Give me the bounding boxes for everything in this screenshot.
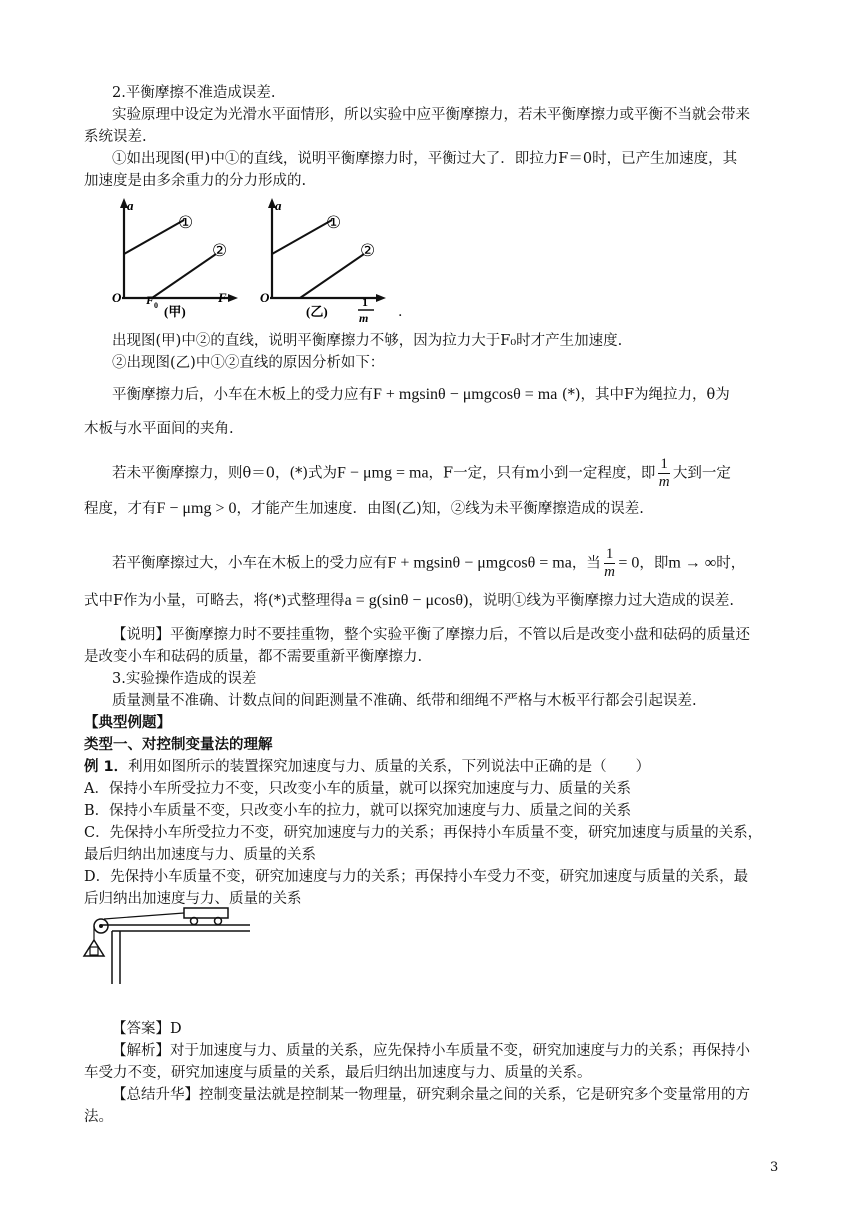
fraction <box>658 456 670 491</box>
text: ，当 <box>571 555 601 572</box>
axis-label-a: a <box>127 198 134 213</box>
note: 【说明】平衡摩擦力时不要挂重物，整个实验平衡了摩擦力后，不管以后是改变小盘和砝码的质量还 <box>112 627 750 643</box>
analysis: 【解析】对于加速度与力、质量的关系，应先保持小车质量不变，研究加速度与力的关系；再保持小 <box>112 1043 750 1059</box>
equation: F + mgsinθ − μmgcosθ = ma <box>387 554 572 572</box>
line-1-label: ① <box>178 213 194 232</box>
analysis-continued: 车受力不变，研究加速度与质量的关系，最后归纳出加速度与力、质量的关系。 <box>84 1065 592 1081</box>
line-2-label: ② <box>360 241 376 260</box>
text: ，才能产生加速度．由图(乙)知，②线为未平衡摩擦造成的误差. <box>236 501 644 517</box>
fraction-numerator: 1 <box>605 546 614 562</box>
text: 平衡摩擦力后，小车在木板上的受力应有 <box>112 387 373 403</box>
line-1-label: ① <box>326 213 342 232</box>
summary-continued: 法。 <box>84 1109 113 1125</box>
figure-caption: (甲) <box>164 304 186 319</box>
f0-label: F <box>146 293 155 307</box>
text: ，说明①线为平衡摩擦力过大造成的误差. <box>468 593 734 609</box>
equation: F − μmg = ma <box>337 464 429 482</box>
option-c: C．先保持小车所受拉力不变，研究加速度与力的关系；再保持小车质量不变，研究加速度与质量的关系， <box>84 825 763 841</box>
apparatus-diagram <box>80 906 260 986</box>
origin-label: O <box>112 290 122 305</box>
summary: 【总结升华】控制变量法就是控制某一物理量，研究剩余量之间的关系，它是研究多个变量常用的方 <box>112 1087 750 1103</box>
axis-fraction-numerator: 1 <box>362 295 368 309</box>
section-title: 【典型例题】 <box>84 715 171 731</box>
origin-label: O <box>260 290 270 305</box>
fraction-denominator: m <box>658 474 670 490</box>
equation: F + mgsinθ − μmgcosθ = ma <box>373 386 558 403</box>
text: 大到一定 <box>672 465 731 482</box>
option-c-continued: 最后归纳出加速度与力、质量的关系 <box>84 847 316 863</box>
text: 时， <box>716 555 746 572</box>
fraction-denominator: m <box>604 564 615 580</box>
text: 若未平衡摩擦力，则θ＝0，(*)式为 <box>112 465 338 482</box>
section-heading: 2.平衡摩擦不准造成误差. <box>112 85 276 101</box>
note: 是改变小车和砝码的质量，都不需要重新平衡摩擦力. <box>84 649 423 665</box>
graph-jia <box>108 196 248 324</box>
paragraph <box>84 498 784 520</box>
text: 式中F作为小量，可略去，将(*)式整理得 <box>84 593 345 609</box>
text: 程度，才有 <box>84 501 157 517</box>
equation: m → ∞ <box>668 554 717 572</box>
paragraph <box>112 384 812 406</box>
paragraph: 木板与水平面间的夹角. <box>84 421 234 437</box>
section-heading: 3.实验操作造成的误差 <box>112 671 257 687</box>
fraction-numerator: 1 <box>660 456 668 472</box>
text: ，即 <box>639 555 669 572</box>
figure-end-mark: . <box>398 304 403 320</box>
axis-label-a: a <box>275 198 282 213</box>
figure-caption: (乙) <box>306 304 328 319</box>
paragraph <box>84 590 784 612</box>
f0-subscript: 0 <box>154 301 158 310</box>
axis-label-f: F <box>218 290 227 305</box>
example-label: 例 1． <box>84 759 129 775</box>
text: 若平衡摩擦过大，小车在木板上的受力应有 <box>112 555 388 572</box>
text: ，F一定，只有m小到一定程度，即 <box>428 465 656 482</box>
paragraph: 质量测量不准确、计数点间的间距测量不准确、纸带和细绳不严格与木板平行都会引起误差. <box>112 693 697 709</box>
equation: = 0 <box>618 554 640 572</box>
option-a: A．保持小车所受拉力不变，只改变小车的质量，就可以探究加速度与力、质量的关系 <box>84 781 631 797</box>
option-d: D．先保持小车质量不变，研究加速度与力的关系；再保持小车受力不变，研究加速度与质量的关系，最 <box>84 869 749 885</box>
paragraph: ①如出现图(甲)中①的直线，说明平衡摩擦力时，平衡过大了．即拉力F＝0时，已产生加速度，其 <box>112 151 738 167</box>
graph-yi <box>256 196 396 324</box>
paragraph <box>112 546 812 581</box>
line-2-label: ② <box>212 241 228 260</box>
fraction <box>604 546 616 581</box>
equation: F − μmg > 0 <box>156 500 237 517</box>
paragraph: 加速度是由多余重力的分力形成的. <box>84 173 307 189</box>
equation: a = g(sinθ − μcosθ) <box>344 592 469 609</box>
paragraph <box>112 456 812 491</box>
text: (*)，其中F为绳拉力，θ为 <box>561 387 730 403</box>
paragraph: 实验原理中设定为光滑水平面情形，所以实验中应平衡摩擦力，若未平衡摩擦力或平衡不当就会带来 <box>112 107 750 123</box>
option-b: B．保持小车质量不变，只改变小车的拉力，就可以探究加速度与力、质量之间的关系 <box>84 803 632 819</box>
answer: 【答案】D <box>112 1021 182 1037</box>
paragraph: 系统误差. <box>84 129 147 145</box>
question-text: 利用如图所示的装置探究加速度与力、质量的关系，下列说法中正确的是（ ） <box>128 759 651 775</box>
subsection-title: 类型一、对控制变量法的理解 <box>84 737 273 753</box>
option-d-continued: 后归纳出加速度与力、质量的关系 <box>84 891 302 907</box>
paragraph: 出现图(甲)中②的直线，说明平衡摩擦力不够，因为拉力大于F₀时才产生加速度. <box>112 333 623 349</box>
page-number: 3 <box>770 1160 779 1175</box>
example-question <box>84 756 784 778</box>
axis-fraction-denominator: m <box>359 311 369 324</box>
paragraph: ②出现图(乙)中①②直线的原因分析如下： <box>112 355 385 371</box>
